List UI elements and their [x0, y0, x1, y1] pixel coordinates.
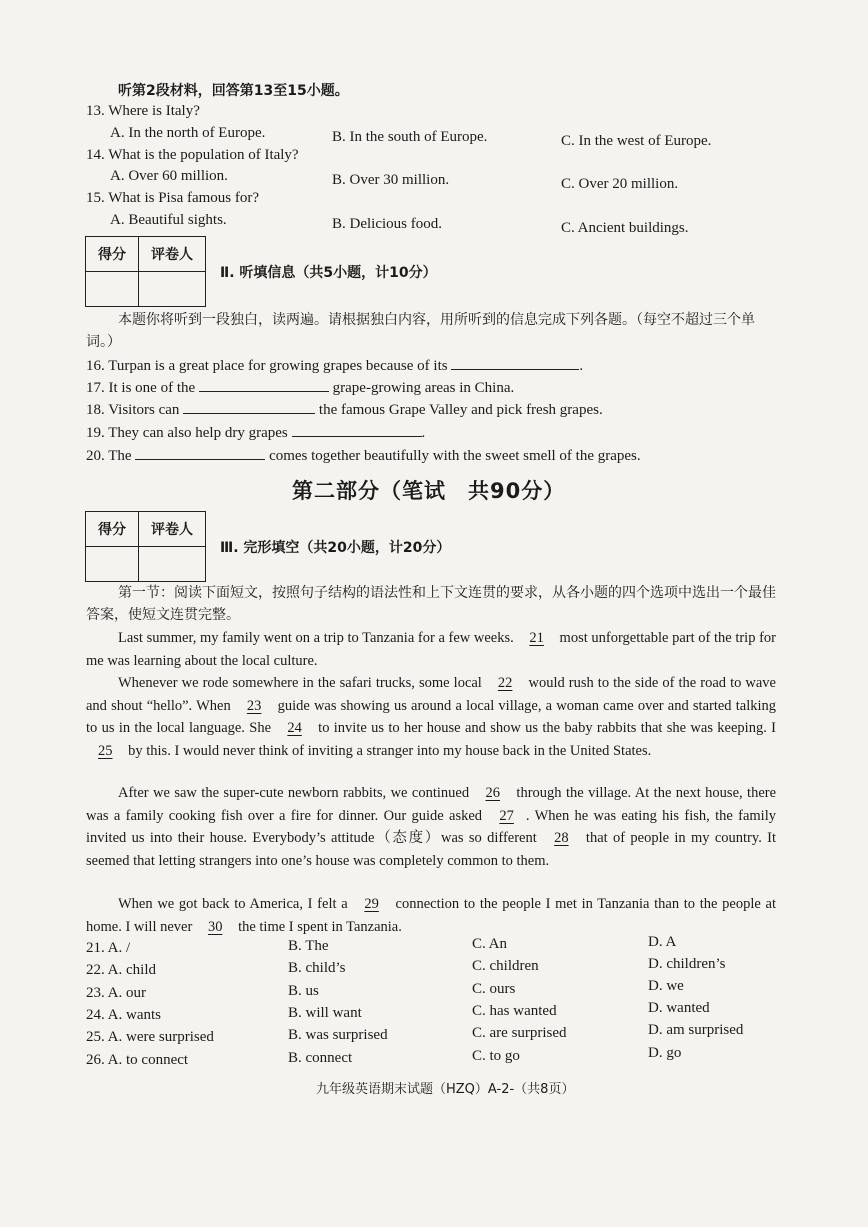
option-23c[interactable]: C. ours [472, 981, 516, 997]
fill-item-17 [86, 377, 514, 397]
fill-item-16 [86, 355, 583, 375]
fill-item-20 [86, 445, 641, 465]
question-15: 15. What is Pisa famous for? [86, 190, 260, 206]
passage-text: After we saw the super-cute newborn rabbits, we continued [118, 785, 470, 801]
fill-blank-18[interactable] [183, 399, 315, 414]
option-14a: A. Over 60 million. [110, 168, 228, 184]
fill-item-18 [86, 399, 603, 419]
option-21d[interactable]: D. A [648, 934, 677, 950]
option-26a[interactable]: 26. A. to connect [86, 1052, 189, 1068]
score-label: 得分 [86, 237, 139, 272]
score-box-section3 [85, 511, 206, 582]
option-26d[interactable]: D. go [648, 1045, 682, 1061]
fill-item-18-text: 18. Visitors can [86, 402, 180, 418]
option-23a[interactable]: 23. A. our [86, 985, 146, 1001]
option-13c: C. In the west of Europe. [561, 133, 712, 149]
blank-24[interactable]: 24 [287, 720, 302, 736]
passage-paragraph-3 [86, 782, 776, 872]
fill-blank-17[interactable] [199, 377, 329, 392]
passage-text: Whenever we rode somewhere in the safari trucks, some local [118, 675, 482, 691]
score-box-section2 [85, 236, 206, 307]
option-13a: A. In the north of Europe. [110, 125, 266, 141]
passage-text: When we got back to America, I felt a [118, 896, 348, 912]
fill-item-19-text: 19. They can also help dry grapes [86, 425, 288, 441]
passage-paragraph-2 [86, 672, 776, 762]
fill-item-20-text: 20. The [86, 448, 132, 464]
option-26b[interactable]: B. connect [288, 1050, 353, 1066]
fill-blank-20[interactable] [135, 445, 265, 460]
blank-26[interactable]: 26 [485, 785, 500, 801]
passage-text: through the village. At the next house, there was a family cooking fish over a fire for dinner. Our guide asked [86, 785, 777, 824]
option-15c: C. Ancient buildings. [561, 220, 689, 236]
option-26c[interactable]: C. to go [472, 1048, 520, 1064]
part2-title: 第二部分（笔试 共90分） [292, 479, 566, 503]
blank-23[interactable]: 23 [246, 697, 262, 714]
passage-paragraph-1 [86, 627, 776, 672]
fill-blank-19[interactable] [292, 422, 422, 437]
section2-instructions: 本题你将听到一段独白，读两遍。请根据独白内容，用所听到的信息完成下列各题。（每空不超过三个单词。） [86, 312, 755, 350]
fill-item-17-text: 17. It is one of the [86, 380, 196, 396]
blank-29[interactable]: 29 [364, 896, 379, 912]
grader-cell[interactable] [139, 272, 206, 307]
option-23b[interactable]: B. us [288, 983, 319, 999]
passage-text: by this. I would never think of inviting a stranger into my house back in the United States. [128, 742, 652, 759]
fill-item-17-end: grape-growing areas in China. [332, 380, 515, 396]
option-25b[interactable]: B. was surprised [288, 1027, 388, 1043]
question-14: 14. What is the population of Italy? [86, 147, 299, 163]
fill-item-19-end: . [421, 425, 426, 441]
fill-item-16-end: . [579, 358, 584, 374]
blank-28[interactable]: 28 [554, 830, 569, 846]
passage-paragraph-4 [86, 893, 776, 938]
section3-instructions: 第一节：阅读下面短文，按照句子结构的语法性和上下文连贯的要求，从各小题的四个选项中选出一个最佳答案，使短文连贯完整。 [86, 585, 776, 623]
option-21a[interactable]: 21. A. / [86, 940, 131, 956]
fill-item-18-end: the famous Grape Valley and pick fresh grapes. [318, 402, 603, 418]
option-15a: A. Beautiful sights. [110, 212, 227, 228]
option-22b[interactable]: B. child’s [288, 960, 346, 976]
option-25a[interactable]: 25. A. were surprised [86, 1029, 214, 1045]
grader-cell[interactable] [139, 547, 206, 582]
score-cell[interactable] [86, 272, 139, 307]
page-footer: 九年级英语期末试题（HZQ）A-2-（共8页） [316, 1082, 575, 1097]
score-cell[interactable] [86, 547, 139, 582]
passage-text: that of people in my country. It seemed that letting strangers into one’s house was completely common to them. [86, 830, 776, 869]
option-25c[interactable]: C. are surprised [472, 1025, 567, 1041]
option-21b[interactable]: B. The [288, 938, 329, 954]
option-21c[interactable]: C. An [472, 936, 508, 952]
option-13b: B. In the south of Europe. [332, 129, 488, 145]
listening-intro: 听第2段材料，回答第13至15小题。 [118, 83, 349, 99]
passage-text: would rush to the side of the road to wave and shout “hello”. When [86, 675, 776, 714]
blank-22[interactable]: 22 [497, 675, 513, 691]
blank-21[interactable]: 21 [529, 630, 544, 646]
option-25d[interactable]: D. am surprised [648, 1022, 744, 1038]
option-24d[interactable]: D. wanted [648, 1000, 710, 1016]
fill-item-19 [86, 422, 425, 442]
passage-text: to invite us to her house and show us the baby rabbits that she was keeping. I [318, 720, 776, 736]
option-24a[interactable]: 24. A. wants [86, 1007, 161, 1023]
passage-text: . When he was eating his fish, the family invited us into their house. Everybody’s attitude（态度）was so different [86, 807, 776, 846]
section2-title: Ⅱ. 听填信息（共5小题，计10分） [220, 265, 437, 281]
section3-title: Ⅲ. 完形填空（共20小题，计20分） [220, 540, 451, 556]
option-15b: B. Delicious food. [332, 216, 442, 232]
fill-blank-16[interactable] [451, 355, 579, 370]
passage-text: connection to the people I met in Tanzania than to the people at home. I will never [86, 896, 776, 935]
option-22a[interactable]: 22. A. child [86, 962, 156, 978]
fill-item-16-text: 16. Turpan is a great place for growing grapes because of its [86, 358, 448, 374]
passage-text: most unforgettable part of the trip for me was learning about the local culture. [86, 630, 777, 669]
option-22d[interactable]: D. children’s [648, 956, 726, 972]
score-label: 得分 [86, 512, 139, 547]
question-13: 13. Where is Italy? [86, 103, 200, 119]
grader-label: 评卷人 [139, 512, 206, 547]
option-22c[interactable]: C. children [472, 958, 539, 974]
blank-27[interactable]: 27 [499, 807, 514, 824]
fill-item-20-end: comes together beautifully with the sweet smell of the grapes. [269, 448, 641, 464]
passage-text: guide was showing us around a local village, a woman came over and started talking to us in the local language. She [86, 697, 777, 736]
passage-text: the time I spent in Tanzania. [238, 918, 402, 935]
blank-30[interactable]: 30 [207, 918, 223, 935]
option-23d[interactable]: D. we [648, 978, 684, 994]
option-24b[interactable]: B. will want [288, 1005, 362, 1021]
passage-text: Last summer, my family went on a trip to Tanzania for a few weeks. [118, 630, 514, 646]
option-24c[interactable]: C. has wanted [472, 1003, 557, 1019]
option-14c: C. Over 20 million. [561, 176, 679, 192]
grader-label: 评卷人 [139, 237, 206, 272]
option-14b: B. Over 30 million. [332, 172, 450, 188]
blank-25[interactable]: 25 [98, 742, 113, 759]
